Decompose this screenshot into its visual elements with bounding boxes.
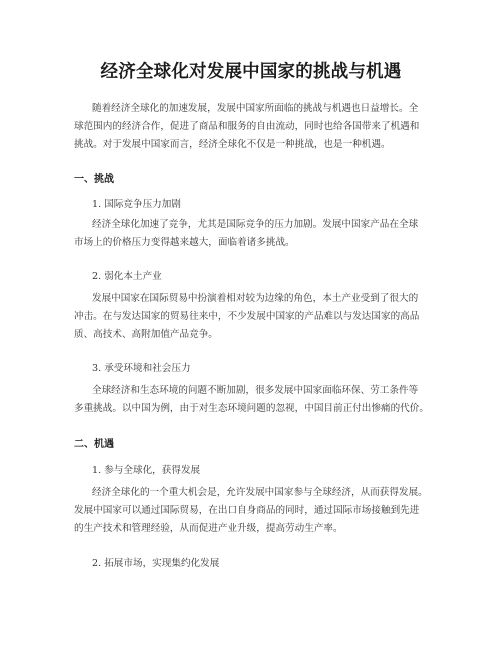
opportunity-1-line-1: 经济全球化的一个重大机会是，允许发展中国家参与全球经济，从而获得发展。 (92, 487, 428, 498)
document-title: 经济全球化对发展中国家的挑战与机遇 (100, 62, 402, 82)
opportunity-2-title: 2. 拓展市场，实现集约化发展 (92, 558, 220, 569)
intro-line-2: 球范围内的经济合作，促进了商品和服务的自由流动，同时也给各国带来了机遇和 (74, 121, 420, 132)
section-heading-challenges: 一、挑战 (74, 174, 114, 185)
challenge-3-line-1: 全球经济和生态环境的问题不断加剧，很多发展中国家面临环保、劳工条件等 (92, 385, 419, 396)
challenge-2-line-3: 质、高技术、高附加值产品竞争。 (74, 329, 218, 340)
opportunity-1-line-3: 的生产技术和管理经验，从而促进产业升级，提高劳动生产率。 (74, 523, 343, 534)
challenge-3-line-2: 多重挑战。以中国为例，由于对生态环境问题的忽视，中国目前正付出惨痛的代价。 (74, 403, 429, 414)
intro-line-1: 随着经济全球化的加速发展，发展中国家所面临的挑战与机遇也日益增长。全 (92, 103, 419, 114)
opportunity-1-title: 1. 参与全球化，获得发展 (92, 465, 201, 476)
challenge-2-line-2: 冲击。在与发达国家的贸易往来中，不少发展中国家的产品难以与发达国家的高品 (74, 311, 420, 322)
challenge-1-line-2: 市场上的价格压力变得越来越大，面临着诸多挑战。 (74, 237, 295, 248)
opportunity-1-line-2: 发展中国家可以通过国际贸易，在出口自身商品的同时，通过国际市场接触到先进 (74, 505, 420, 516)
challenge-1-line-1: 经济全球化加速了竞争，尤其是国际竞争的压力加剧。发展中国家产品在全球 (92, 219, 419, 230)
section-heading-opportunities: 二、机遇 (74, 439, 114, 450)
challenge-2-title: 2. 弱化本土产业 (92, 271, 162, 282)
intro-line-3: 挑战。对于发展中国家而言，经济全球化不仅是一种挑战，也是一种机遇。 (74, 139, 391, 150)
challenge-3-title: 3. 承受环境和社会压力 (92, 363, 191, 374)
challenge-1-title: 1. 国际竞争压力加剧 (92, 199, 181, 210)
challenge-2-line-1: 发展中国家在国际贸易中扮演着相对较为边缘的角色，本土产业受到了很大的 (92, 293, 419, 304)
